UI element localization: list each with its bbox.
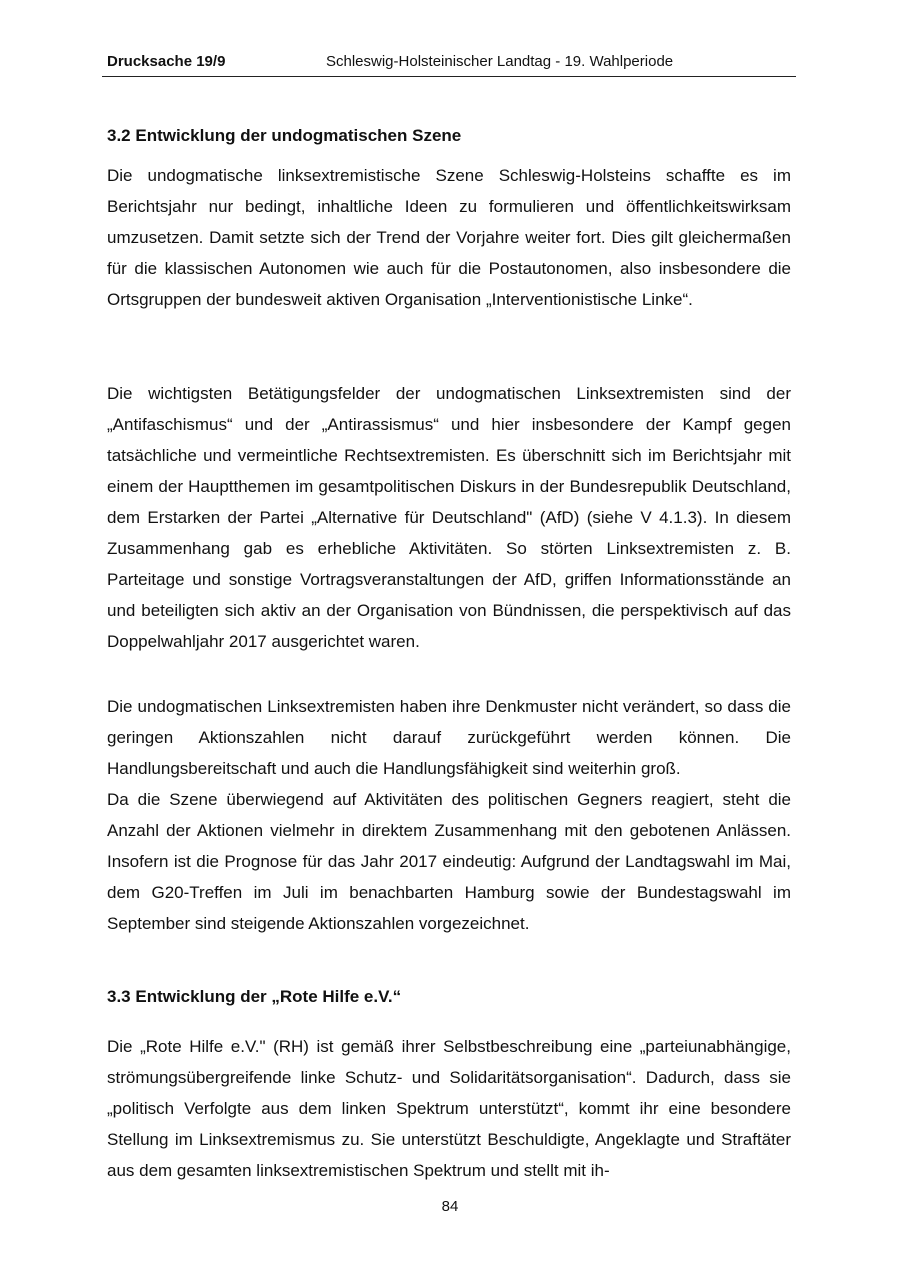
section-heading-3-3: 3.3 Entwicklung der „Rote Hilfe e.V.“ — [107, 987, 402, 1006]
document-reference: Drucksache 19/9 — [107, 53, 226, 70]
paragraph: Die wichtigsten Betätigungsfelder der undogmatischen Linksextremisten sind der „Antifaschismus“ und der „Antirassismus“ und hier insbesondere der Kampf gegen tatsächliche und vermeintliche Rechtsextremisten. Es überschnitt sich im Berichtsjahr mit einem der Hauptthemen im gesamtpolitischen Diskurs in der Bundesrepublik Deutschland, dem Erstarken der Partei „Alternative für Deutschland" (AfD) (siehe V 4.1.3). In diesem Zusammenhang gab es erhebliche Aktivitäten. So störten Linksextremisten z. B. Parteitage und sonstige Vortragsveranstaltungen der AfD, griffen Informationsstände an und beteiligten sich aktiv an der Organisation von Bündnissen, die perspektivisch auf das Doppelwahljahr 2017 ausgerichtet waren. — [107, 384, 791, 651]
paragraph: Die „Rote Hilfe e.V." (RH) ist gemäß ihrer Selbstbeschreibung eine „parteiunabhängige, strömungsübergreifende linke Schutz- und Solidaritätsorganisation“. Dadurch, dass sie „politisch Verfolgte aus dem linken Spektrum unterstützt“, kommt ihr eine besondere Stellung im Linksextremismus zu. Sie unterstützt Beschuldigte, Angeklagte und Straftäter aus dem gesamten linksextremistischen Spektrum und stellt mit ih- — [107, 1037, 791, 1180]
page-header — [102, 50, 796, 77]
paragraph: Da die Szene überwiegend auf Aktivitäten des politischen Gegners reagiert, steht die Anzahl der Aktionen vielmehr in direktem Zusammenhang mit den gebotenen Anlässen. Insofern ist die Prognose für das Jahr 2017 eindeutig: Aufgrund der Landtagswahl im Mai, dem G20-Treffen im Juli im benachbarten Hamburg sowie der Bundestagswahl im September sind steigende Aktionszahlen vorgezeichnet. — [107, 790, 791, 933]
page-number: 84 — [441, 1198, 459, 1215]
paragraph: Die undogmatischen Linksextremisten haben ihre Denkmuster nicht verändert, so dass die geringen Aktionszahlen nicht darauf zurückgeführt werden können. Die Handlungsbereitschaft und auch die Handlungsfähigkeit sind weiterhin groß. — [107, 697, 791, 778]
parliament-title: Schleswig-Holsteinischer Landtag - 19. Wahlperiode — [326, 53, 674, 70]
section-heading-3-2: 3.2 Entwicklung der undogmatischen Szene — [107, 126, 462, 145]
paragraph: Die undogmatische linksextremistische Szene Schleswig-Holsteins schaffte es im Berichtsjahr nur bedingt, inhaltliche Ideen zu formulieren und öffentlichkeitswirksam umzusetzen. Damit setzte sich der Trend der Vorjahre weiter fort. Dies gilt gleichermaßen für die klassischen Autonomen wie auch für die Postautonomen, also insbesondere die Ortsgruppen der bundesweit aktiven Organisation „Interventionistische Linke“. — [107, 166, 791, 309]
